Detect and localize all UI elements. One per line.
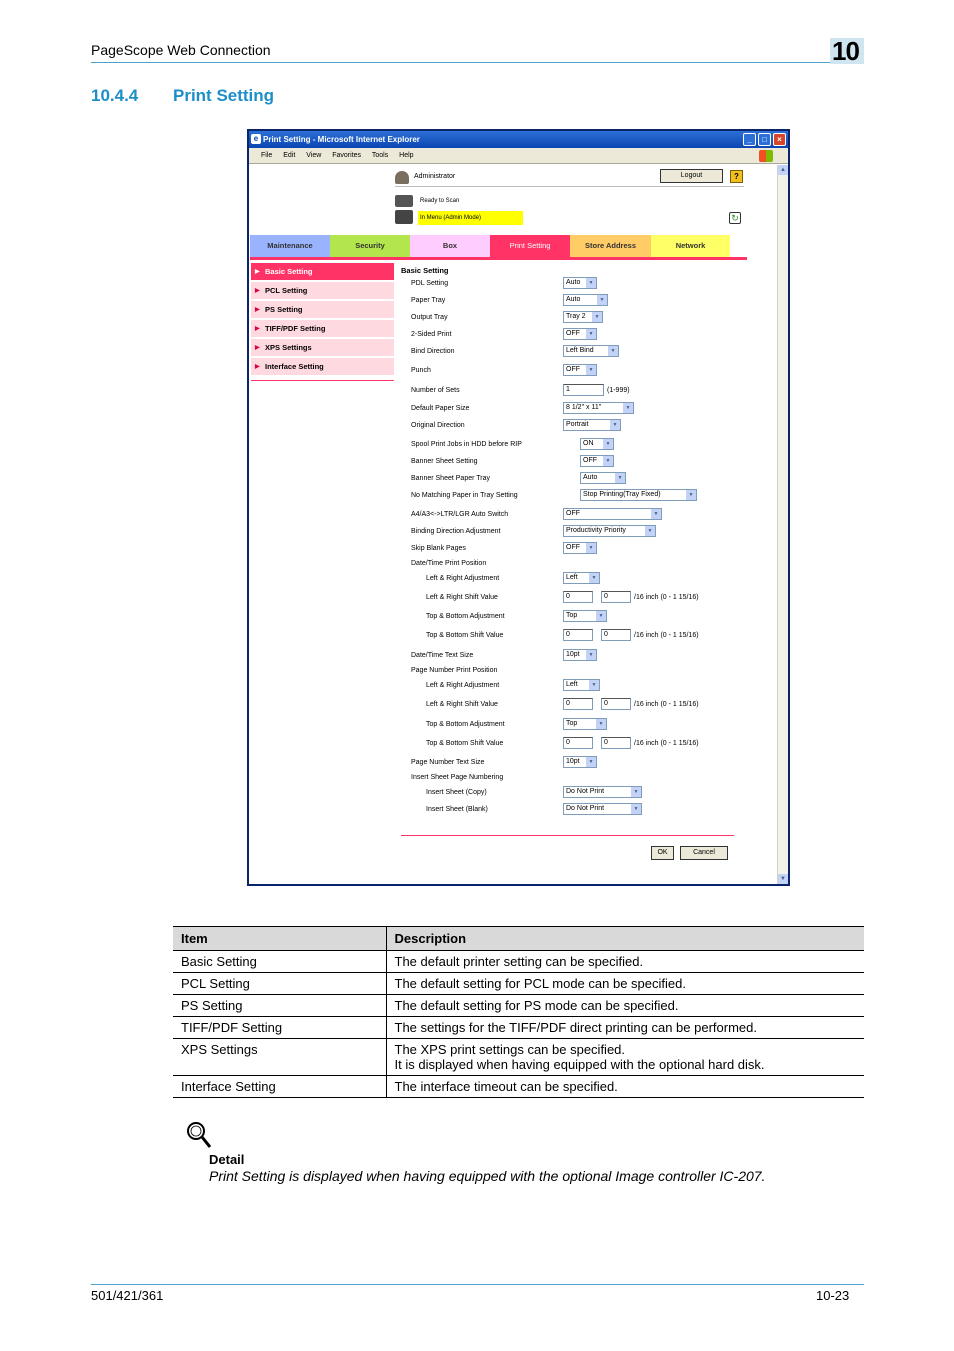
bind-direction-select[interactable]: Left Bind ▼ bbox=[563, 345, 619, 357]
pdl-setting-select[interactable]: Auto ▼ bbox=[563, 277, 597, 289]
logout-button[interactable]: Logout bbox=[660, 169, 723, 183]
tab-maintenance[interactable]: Maintenance bbox=[250, 235, 330, 257]
field-label: Left & Right Adjustment bbox=[426, 682, 500, 689]
menu-bar bbox=[249, 148, 788, 164]
description-line: The XPS print settings can be specified. bbox=[394, 1042, 626, 1057]
group-label: Page Number Print Position bbox=[411, 667, 498, 674]
description-cell: The default setting for PS mode can be specified. bbox=[386, 995, 864, 1017]
section-number: 10.4.4 bbox=[91, 86, 139, 105]
field-label: Left & Right Adjustment bbox=[426, 575, 500, 582]
help-icon[interactable]: ? bbox=[730, 170, 743, 183]
pagenum-lr-shift-input[interactable]: 0 bbox=[563, 698, 593, 710]
field-label: Skip Blank Pages bbox=[411, 545, 466, 552]
menu-tools[interactable]: Tools bbox=[371, 152, 389, 159]
field-label: Page Number Text Size bbox=[411, 759, 485, 766]
shift-unit: /16 inch (0 - 1 15/16) bbox=[634, 701, 699, 708]
datetime-tb-shift-fraction-input[interactable]: 0 bbox=[601, 629, 631, 641]
item-cell: XPS Settings bbox=[173, 1039, 386, 1076]
detail-heading: Detail bbox=[209, 1152, 245, 1167]
number-of-sets-range: (1-999) bbox=[607, 387, 630, 394]
pagenum-tb-adjustment-select[interactable]: Top ▼ bbox=[563, 718, 607, 730]
datetime-lr-shift-fraction-input[interactable]: 0 bbox=[601, 591, 631, 603]
tab-store-address[interactable]: Store Address bbox=[570, 235, 651, 257]
field-label: A4/A3<->LTR/LGR Auto Switch bbox=[411, 511, 509, 518]
field-label: Insert Sheet (Copy) bbox=[426, 789, 487, 796]
windows-logo-icon bbox=[759, 150, 773, 162]
description-cell: The settings for the TIFF/PDF direct printing can be performed. bbox=[386, 1017, 864, 1039]
paper-tray-select[interactable]: Auto ▼ bbox=[563, 294, 608, 306]
sidebar-item-ps-setting[interactable]: ▶ PS Setting bbox=[251, 301, 394, 319]
number-of-sets-input[interactable]: 1 bbox=[563, 384, 604, 396]
form-title: Basic Setting bbox=[401, 266, 449, 275]
close-icon[interactable]: × bbox=[773, 133, 786, 146]
ok-button[interactable]: OK bbox=[651, 846, 674, 860]
menu-edit[interactable]: Edit bbox=[283, 152, 296, 159]
scroll-up-icon[interactable]: ▲ bbox=[778, 165, 788, 175]
chapter-number: 10 bbox=[832, 36, 859, 66]
table-row bbox=[173, 1076, 864, 1098]
description-cell bbox=[386, 1039, 864, 1076]
footer-model: 501/421/361 bbox=[91, 1288, 164, 1303]
sidebar-item-pcl-setting[interactable]: ▶ PCL Setting bbox=[251, 282, 394, 300]
form-rule bbox=[401, 835, 734, 836]
administrator-label: Administrator bbox=[414, 173, 456, 180]
section-title: Print Setting bbox=[173, 86, 275, 105]
cancel-button[interactable]: Cancel bbox=[680, 846, 728, 860]
sidebar-item-tiff-pdf-setting[interactable]: ▶ TIFF/PDF Setting bbox=[251, 320, 394, 338]
status-mode: In Menu (Admin Mode) bbox=[418, 211, 523, 225]
detail-text: Print Setting is displayed when having equipped with the optional Image controller IC-207. bbox=[209, 1168, 766, 1184]
status-ready: Ready to Scan bbox=[420, 198, 460, 204]
administrator-icon bbox=[395, 171, 409, 184]
pagenum-text-size-select[interactable]: 10pt ▼ bbox=[563, 756, 597, 768]
browser-window bbox=[247, 129, 790, 886]
ie-icon: e bbox=[251, 134, 261, 144]
pagenum-tb-shift-input[interactable]: 0 bbox=[563, 737, 593, 749]
scroll-down-icon[interactable]: ▼ bbox=[778, 874, 788, 884]
field-label: Punch bbox=[411, 367, 431, 374]
binding-direction-adjustment-select[interactable]: Productivity Priority ▼ bbox=[563, 525, 656, 537]
minimize-icon[interactable]: _ bbox=[743, 133, 756, 146]
sidebar-item-xps-settings[interactable]: ▶ XPS Settings bbox=[251, 339, 394, 357]
tab-underline bbox=[250, 257, 747, 260]
web-page-content bbox=[249, 165, 777, 884]
table-row bbox=[173, 951, 864, 973]
field-label: Top & Bottom Adjustment bbox=[426, 613, 505, 620]
scanner-icon bbox=[395, 195, 413, 207]
magnifier-icon bbox=[186, 1121, 212, 1149]
a4-ltr-auto-switch-select[interactable]: OFF ▼ bbox=[563, 508, 662, 520]
field-label: Banner Sheet Setting bbox=[411, 458, 478, 465]
vertical-scrollbar[interactable] bbox=[777, 165, 788, 884]
original-direction-select[interactable]: Portrait ▼ bbox=[563, 419, 621, 431]
tab-print-setting[interactable]: Print Setting bbox=[490, 235, 570, 257]
table-row bbox=[173, 1017, 864, 1039]
pagenum-lr-adjustment-select[interactable]: Left ▼ bbox=[563, 679, 600, 691]
item-cell: Basic Setting bbox=[173, 951, 386, 973]
field-label: PDL Setting bbox=[411, 280, 449, 287]
admin-rule bbox=[395, 186, 744, 187]
field-label: Number of Sets bbox=[411, 387, 460, 394]
field-label: Left & Right Shift Value bbox=[426, 701, 498, 708]
field-label: Top & Bottom Adjustment bbox=[426, 721, 505, 728]
insert-sheet-copy-select[interactable]: Do Not Print ▼ bbox=[563, 786, 642, 798]
table-row bbox=[173, 995, 864, 1017]
description-cell: The default setting for PCL mode can be specified. bbox=[386, 973, 864, 995]
description-table bbox=[173, 926, 864, 1098]
field-label: Top & Bottom Shift Value bbox=[426, 740, 504, 747]
sidebar-item-basic-setting[interactable]: ▶ Basic Setting bbox=[251, 263, 394, 281]
datetime-lr-shift-input[interactable]: 0 bbox=[563, 591, 593, 603]
menu-view[interactable]: View bbox=[306, 152, 322, 159]
footer-rule bbox=[91, 1284, 864, 1285]
field-label: Default Paper Size bbox=[411, 405, 470, 412]
menu-help[interactable]: Help bbox=[399, 152, 414, 159]
column-header-description: Description bbox=[386, 927, 864, 951]
menu-file[interactable]: File bbox=[261, 152, 273, 159]
field-label: Spool Print Jobs in HDD before RIP bbox=[411, 441, 522, 448]
item-cell: PCL Setting bbox=[173, 973, 386, 995]
field-label: Left & Right Shift Value bbox=[426, 594, 498, 601]
field-label: No Matching Paper in Tray Setting bbox=[411, 492, 518, 499]
field-label: Insert Sheet (Blank) bbox=[426, 806, 488, 813]
insert-sheet-blank-select[interactable]: Do Not Print ▼ bbox=[563, 803, 642, 815]
footer-page-number: 10-23 bbox=[816, 1288, 850, 1303]
banner-sheet-paper-tray-select[interactable]: Auto ▼ bbox=[580, 472, 626, 484]
pagenum-lr-shift-fraction-input[interactable]: 0 bbox=[601, 698, 631, 710]
skip-blank-pages-select[interactable]: OFF ▼ bbox=[563, 542, 597, 554]
field-label: Banner Sheet Paper Tray bbox=[411, 475, 490, 482]
item-cell: TIFF/PDF Setting bbox=[173, 1017, 386, 1039]
datetime-tb-shift-input[interactable]: 0 bbox=[563, 629, 593, 641]
group-label: Insert Sheet Page Numbering bbox=[411, 774, 504, 781]
datetime-text-size-select[interactable]: 10pt ▼ bbox=[563, 649, 597, 661]
sidebar-item-interface-setting[interactable]: ▶ Interface Setting bbox=[251, 358, 394, 376]
shift-unit: /16 inch (0 - 1 15/16) bbox=[634, 740, 699, 747]
default-paper-size-select[interactable]: 8 1/2" x 11" ▼ bbox=[563, 402, 634, 414]
tab-box[interactable]: Box bbox=[410, 235, 490, 257]
refresh-icon[interactable]: ↻ bbox=[729, 212, 741, 224]
column-header-item: Item bbox=[173, 927, 386, 951]
menu-favorites[interactable]: Favorites bbox=[332, 152, 362, 159]
item-cell: PS Setting bbox=[173, 995, 386, 1017]
field-label: Output Tray bbox=[411, 314, 448, 321]
shift-unit: /16 inch (0 - 1 15/16) bbox=[634, 632, 699, 639]
printer-icon bbox=[395, 210, 413, 224]
no-matching-paper-select[interactable]: Stop Printing(Tray Fixed) ▼ bbox=[580, 489, 697, 501]
output-tray-select[interactable]: Tray 2 ▼ bbox=[563, 311, 603, 323]
punch-select[interactable]: OFF ▼ bbox=[563, 364, 597, 376]
sidebar-rule bbox=[251, 380, 394, 381]
banner-sheet-setting-select[interactable]: OFF ▼ bbox=[580, 455, 614, 467]
shift-unit: /16 inch (0 - 1 15/16) bbox=[634, 594, 699, 601]
datetime-lr-adjustment-select[interactable]: Left ▼ bbox=[563, 572, 600, 584]
field-label: Binding Direction Adjustment bbox=[411, 528, 501, 535]
field-label: Date/Time Text Size bbox=[411, 652, 474, 659]
field-label: Original Direction bbox=[411, 422, 465, 429]
item-cell: Interface Setting bbox=[173, 1076, 386, 1098]
description-cell: The interface timeout can be specified. bbox=[386, 1076, 864, 1098]
description-cell: The default printer setting can be specified. bbox=[386, 951, 864, 973]
group-label: Date/Time Print Position bbox=[411, 560, 487, 567]
field-label: Paper Tray bbox=[411, 297, 446, 304]
maximize-icon[interactable]: □ bbox=[758, 133, 771, 146]
tab-security[interactable]: Security bbox=[330, 235, 410, 257]
running-header-title: PageScope Web Connection bbox=[91, 42, 271, 58]
table-row bbox=[173, 1039, 864, 1076]
datetime-tb-adjustment-select[interactable]: Top ▼ bbox=[563, 610, 607, 622]
two-sided-print-select[interactable]: OFF ▼ bbox=[563, 328, 597, 340]
description-line: It is displayed when having equipped with the optional hard disk. bbox=[394, 1057, 765, 1072]
field-label: Bind Direction bbox=[411, 348, 455, 355]
table-row bbox=[173, 973, 864, 995]
window-titlebar bbox=[249, 131, 788, 148]
tab-network[interactable]: Network bbox=[651, 235, 730, 257]
header-rule bbox=[91, 62, 864, 63]
pagenum-tb-shift-fraction-input[interactable]: 0 bbox=[601, 737, 631, 749]
window-title: Print Setting - Microsoft Internet Explorer bbox=[263, 135, 420, 144]
field-label: Top & Bottom Shift Value bbox=[426, 632, 504, 639]
field-label: 2-Sided Print bbox=[411, 331, 452, 338]
spool-hdd-select[interactable]: ON ▼ bbox=[580, 438, 614, 450]
